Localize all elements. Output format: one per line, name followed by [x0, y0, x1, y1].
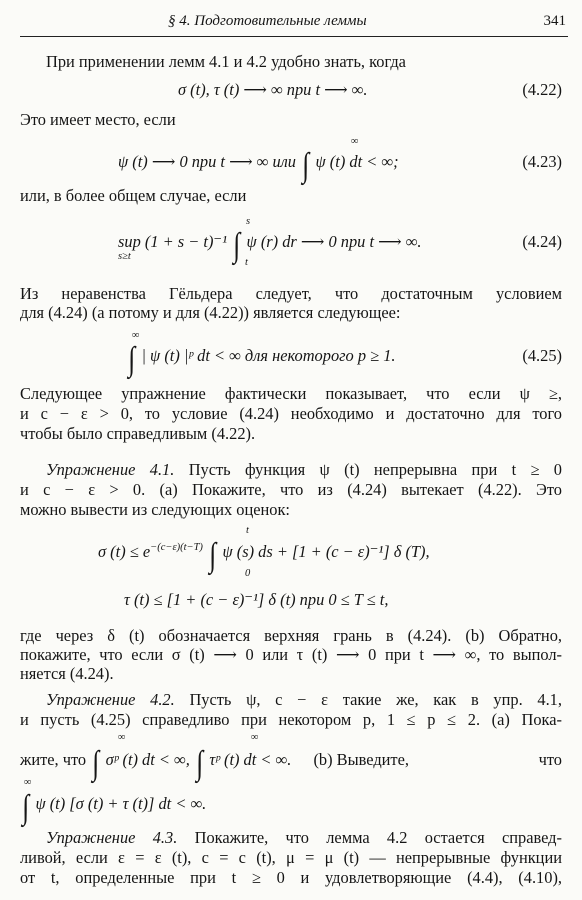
paragraph-line: Следующее упражнение фактически показывает, что если ψ ≥,: [20, 384, 562, 403]
exercise-4-1-equation-b: τ (t) ≤ [1 + (c − ε)⁻¹] δ (t) при 0 ≤ T ≤ t,: [124, 590, 389, 609]
integral-upper-limit: ∞: [351, 136, 359, 147]
exercise-4-3-line: [46, 828, 562, 848]
paragraph-line: няется (4.24).: [20, 664, 114, 683]
paragraph-line: можно вывести из следующих оценок:: [20, 500, 290, 519]
integral-sign: ∫: [128, 341, 136, 378]
exercise-text: Покажите, что лемма 4.2 остается справед-: [194, 828, 562, 847]
paragraph-line: или, в более общем случае, если: [20, 186, 247, 205]
equation-number: (4.25): [522, 346, 562, 365]
equation-number: (4.24): [522, 232, 562, 251]
exercise-label: Упражнение 4.2.: [46, 690, 175, 709]
formula: σᵖ (t) dt < ∞,: [105, 750, 190, 769]
equation-left: ψ (t) ⟶ 0 при t ⟶ ∞ или: [118, 152, 296, 171]
integral-lower-limit: t: [245, 257, 248, 268]
exercise-4-2-formula-line: [20, 789, 562, 826]
integral-sign: ∫: [92, 745, 100, 782]
equation-4-25: [126, 341, 396, 378]
paragraph-line: Это имеет место, если: [20, 110, 176, 129]
integral-sign: ∫: [302, 147, 310, 184]
integral-upper-limit: s: [246, 216, 251, 227]
exercise-4-1-equation-a: [98, 537, 430, 574]
equation-4-23: [118, 147, 399, 184]
paragraph-line: чтобы было справедливым (4.22).: [20, 424, 256, 443]
paragraph-line: Из неравенства Гёльдера следует, что достаточным условием: [20, 284, 562, 303]
text: что: [538, 750, 562, 769]
paragraph-line: и пусть (4.25) справедливо при некотором p, 1 ≤ p ≤ 2. (a) Пока-: [20, 710, 562, 729]
integral-sign: ∫: [209, 537, 217, 574]
paragraph-line: покажите, что если σ (t) ⟶ 0 или τ (t) ⟶ 0 при t ⟶ ∞, то выпол-: [20, 645, 562, 664]
integral-sign: ∫: [196, 745, 204, 782]
exercise-text: Пусть функция ψ (t) непрерывна при t ≥ 0: [188, 460, 562, 479]
paragraph-line: и c − ε > 0. (a) Покажите, что из (4.24) вытекает (4.22). Это: [20, 480, 562, 499]
exercise-label: Упражнение 4.1.: [46, 460, 175, 479]
paragraph-line: от t, определенные при t ≥ 0 и удовлетворяющие (4.4), (4.10),: [20, 868, 562, 887]
header-rule: [20, 36, 568, 37]
text: (b) Выведите,: [313, 750, 409, 769]
equation-right: | ψ (t) |ᵖ dt < ∞ для некоторого p ≥ 1.: [141, 346, 396, 365]
sup-subscript: s≥t: [118, 251, 131, 262]
exercise-label: Упражнение 4.3.: [46, 828, 178, 847]
integral-upper-limit: ∞: [132, 330, 140, 341]
integral-sign: ∫: [22, 789, 30, 826]
paragraph-line: ливой, если ε = ε (t), c = c (t), μ = μ (t) — непрерывные функции: [20, 848, 562, 867]
paragraph-line: При применении лемм 4.1 и 4.2 удобно знать, когда: [46, 52, 406, 71]
equation-number: (4.22): [522, 80, 562, 99]
equation-right: ψ (s) ds + [1 + (c − ε)⁻¹] δ (T),: [222, 542, 430, 561]
paragraph-line: для (4.24) (а потому и для (4.22)) является следующее:: [20, 303, 401, 322]
exercise-4-2-formula-line: [20, 745, 562, 782]
exercise-text: Пусть ψ, c − ε такие же, как в упр. 4.1,: [189, 690, 562, 709]
running-head-title: § 4. Подготовительные леммы: [168, 13, 367, 29]
formula: ψ (t) [σ (t) + τ (t)] dt < ∞.: [35, 794, 207, 813]
integral-sign: ∫: [233, 227, 241, 264]
exponent: −(c−ε)(t−T): [150, 542, 203, 553]
equation-left: sup (1 + s − t)⁻¹: [118, 232, 227, 251]
integral-upper-limit: ∞: [251, 732, 259, 743]
equation-4-24: [118, 227, 422, 264]
paragraph-line: где через δ (t) обозначается верхняя грань в (4.24). (b) Обратно,: [20, 626, 562, 645]
equation-left: σ (t) ≤ e: [98, 542, 151, 561]
formula: τᵖ (t) dt < ∞.: [209, 750, 292, 769]
integral-upper-limit: ∞: [24, 777, 32, 788]
integral-upper-limit: ∞: [118, 732, 126, 743]
text: жите, что: [20, 750, 87, 769]
integral-upper-limit: t: [246, 525, 249, 536]
running-head: [0, 6, 582, 32]
equation-4-22: σ (t), τ (t) ⟶ ∞ при t ⟶ ∞.: [178, 80, 368, 99]
integral-lower-limit: 0: [245, 568, 251, 579]
paragraph-line: и c − ε > 0, то условие (4.24) необходимо и достаточно для того: [20, 404, 562, 423]
equation-number: (4.23): [522, 152, 562, 171]
exercise-4-1-line: [46, 460, 562, 480]
equation-right: ψ (t) dt < ∞;: [315, 152, 399, 171]
equation-right: ψ (r) dr ⟶ 0 при t ⟶ ∞.: [246, 232, 422, 251]
exercise-4-2-line: [46, 690, 562, 710]
page-number: 341: [543, 13, 566, 29]
